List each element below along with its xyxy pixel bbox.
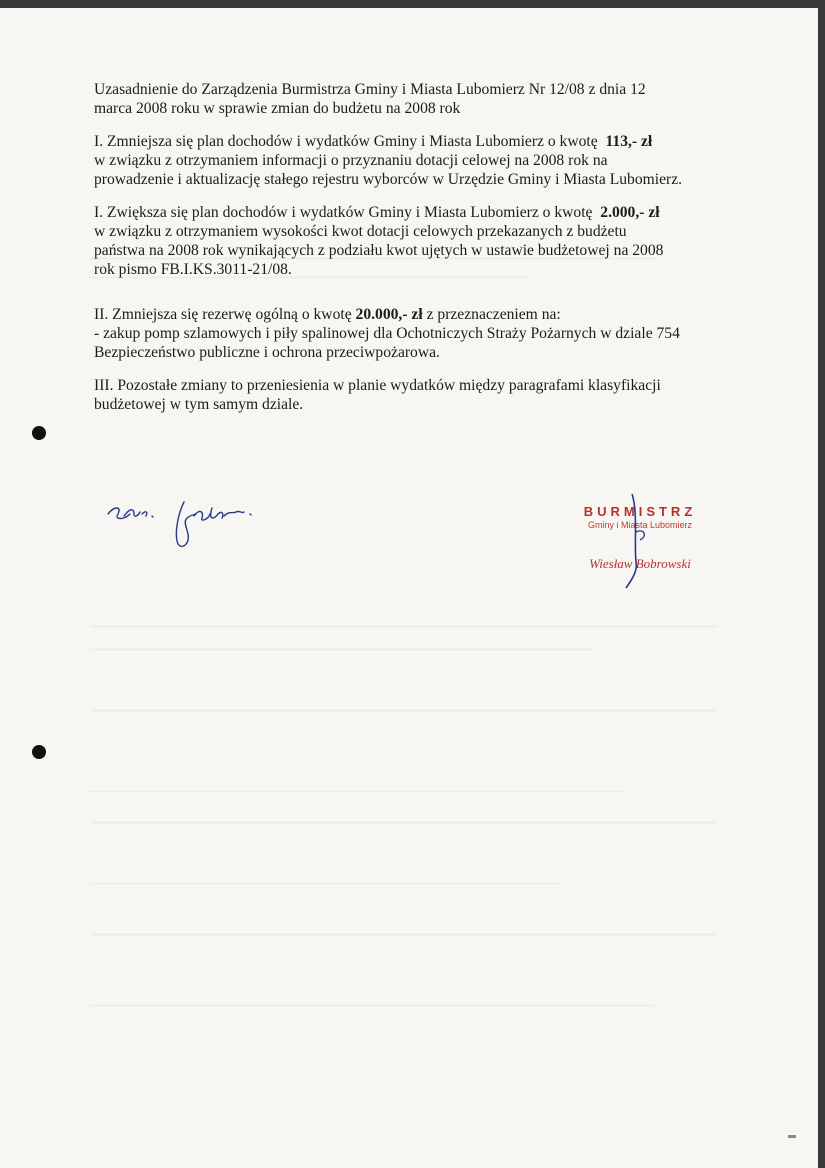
- stamp-subtitle: Gminy i Miasta Lubomierz: [587, 520, 693, 530]
- section-line: prowadzenie i aktualizację stałego rejestru wyborców w Urzędzie Gminy i Miasta Lubomierz.: [94, 171, 683, 188]
- section-line: w związku z otrzymaniem informacji o przyznaniu dotacji celowej na 2008 rok na: [94, 152, 608, 169]
- section-line: - zakup pomp szlamowych i piły spalinowej dla Ochotniczych Straży Pożarnych w dziale 754: [94, 325, 680, 342]
- heading-line: marca 2008 roku w sprawie zmian do budżetu na 2008 rok: [94, 100, 461, 117]
- amount-value: 113,- zł: [605, 133, 653, 150]
- section-line: III. Pozostałe zmiany to przeniesienia w planie wydatków między paragrafami klasyfikacji: [94, 377, 661, 394]
- section-reserve-reduction: [94, 305, 726, 362]
- heading-line: Uzasadnienie do Zarządzenia Burmistrza Gminy i Miasta Lubomierz Nr 12/08 z dnia 12: [94, 81, 646, 98]
- page-mark: [788, 1135, 796, 1138]
- section-suffix: z przeznaczeniem na:: [426, 306, 561, 323]
- section-prefix: I. Zwiększa się plan dochodów i wydatków Gminy i Miasta Lubomierz o kwotę: [94, 204, 593, 221]
- section-line: państwa na 2008 rok wynikających z podziału kwot ujętych w ustawie budżetowej na 2008: [94, 242, 664, 259]
- section-other-changes: [94, 376, 726, 414]
- binder-hole: [32, 426, 46, 440]
- section-line: w związku z otrzymaniem wysokości kwot dotacji celowych przekazanych z budżetu: [94, 223, 627, 240]
- section-line: Bezpieczeństwo publiczne i ochrona przeciwpożarowa.: [94, 344, 440, 361]
- amount-value: 2.000,- zł: [600, 204, 660, 221]
- section-line: [94, 132, 726, 151]
- section-reduction-113: [94, 132, 726, 189]
- document-heading: [94, 80, 726, 118]
- document-page: [0, 8, 818, 1168]
- stamp-title: BURMISTRZ: [583, 504, 697, 519]
- section-line: [94, 203, 726, 222]
- binder-hole: [32, 745, 46, 759]
- section-increase-2000: [94, 203, 726, 279]
- section-prefix: I. Zmniejsza się plan dochodów i wydatków Gminy i Miasta Lubomierz o kwotę: [94, 133, 598, 150]
- section-line: rok pismo FB.I.KS.3011-21/08.: [94, 261, 292, 278]
- section-prefix: II. Zmniejsza się rezerwę ogólną o kwotę: [94, 306, 352, 323]
- bleed-through-table: [90, 608, 718, 1088]
- official-stamp: [560, 492, 720, 592]
- stamp-signature: [618, 492, 658, 592]
- stamp-name: Wiesław Bobrowski: [589, 556, 691, 571]
- section-line: budżetowej w tym samym dziale.: [94, 396, 304, 413]
- section-line: [94, 305, 726, 324]
- handwritten-signature: [104, 494, 264, 564]
- document-body: [94, 80, 726, 428]
- amount-value: 20.000,- zł: [355, 306, 423, 323]
